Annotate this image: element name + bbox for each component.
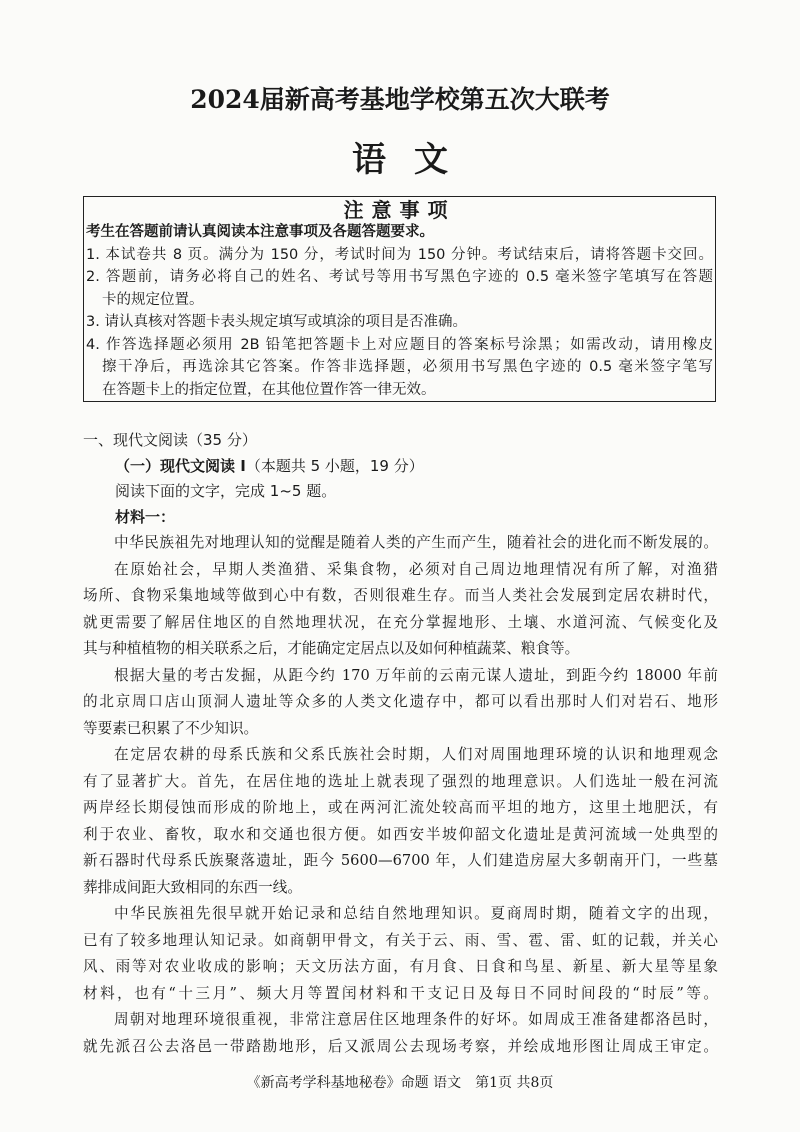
notice-item: 擦干净后，再选涂其它答案。作答非选择题，必须用书写黑色字迹的 0.5 毫米签字笔写 [102,359,713,375]
subject-title: 语文 [352,140,476,180]
exam-title: 2024届新高考基地学校第五次大联考 [190,85,610,114]
text-line: 葬排成间距大致相同的东西一线。 [83,878,302,896]
section-heading: 一、现代文阅读（35 分） [83,431,257,449]
notice-heading: 注意事项 [343,198,456,222]
notice-box [83,196,716,402]
reading-section [83,428,718,1060]
text-line: 新石器时代母系氏族聚落遗址，距今 5600—6700 年，人们建造房屋大多朝南开门，一些墓 [83,852,718,869]
text-line: 已有了较多地理认知记录。如商朝甲骨文，有关于云、雨、雪、雹、雷、虹的记载，并关心 [83,931,718,949]
notice-intro: 考生在答题前请认真阅读本注意事项及各题答题要求。 [86,224,434,240]
text-line: 风、雨等对农业收成的影响；天文历法方面，有月食、日食和鸟星、新星、新大星等星象 [83,958,718,975]
text-line: 场所、食物采集地域等做到心中有数，否则很难生存。而当人类社会发展到定居农耕时代， [83,587,718,604]
text-line: 就先派召公去洛邑一带踏勘地形，后又派周公去现场考察，并绘成地形图让周成王审定。 [83,1037,718,1055]
notice-item: 4. 作答选择题必须用 2B 铅笔把答题卡上对应题目的答案标号涂黑；如需改动，请用橡皮 [86,336,713,353]
notice-item: 2. 答题前，请务必将自己的姓名、考试号等用书写黑色字迹的 0.5 毫米签字笔填写在答题 [86,269,713,285]
subsection-heading [83,454,718,480]
text-line: 中华民族祖先对地理认知的觉醒是随着人类的产生而产生，随着社会的进化而不断发展的。 [114,534,718,551]
subsection-title: （一）现代文阅读 I [115,456,246,475]
text-line: 的北京周口店山顶洞人遗址等众多的人类文化遗存中，都可以看出那时人们对岩石、地形 [83,693,718,710]
notice-item: 1. 本试卷共 8 页。满分为 150 分，考试时间为 150 分钟。考试结束后，请将答题卡交回。 [86,246,713,263]
notice-item: 在答题卡上的指定位置，在其他位置作答一律无效。 [102,381,436,398]
material-text [83,530,718,1060]
text-line: 根据大量的考古发掘，从距今约 170 万年前的云南元谋人遗址，到距今约 18000 年前 [114,666,718,684]
text-line: 有了显著扩大。首先，在居住地的选址上就表现了强烈的地理意识。人们选址一般在河流 [83,772,718,790]
text-line: 周朝对地理环境很重视，非常注意居住区地理条件的好坏。如周成王准备建都洛邑时， [114,1011,718,1028]
text-line: 两岸经长期侵蚀而形成的阶地上，或在两河汇流处较高而平坦的地方，这里土地肥沃，有 [83,799,718,816]
notice-item: 3. 请认真核对答题卡表头规定填写或填涂的项目是否准确。 [86,314,467,330]
instruction: 阅读下面的文字，完成 1~5 题。 [115,482,337,500]
text-line: 就更需要了解居住地区的自然地理状况，在充分掌握地形、土壤、水道河流、气候变化及 [83,613,718,631]
text-line: 在定居农耕的母系氏族和父系氏族社会时期，人们对周围地理环境的认识和地理观念 [114,746,718,763]
text-line: 利于农业、畜牧，取水和交通也很方便。如西安半坡仰韶文化遗址是黄河流域一处典型的 [83,825,718,843]
text-line: 材料，也有“十三月”、频大月等置闰材料和干支记日及每日不同时间段的“时辰”等。 [83,984,718,1002]
material-label: 材料一： [115,507,176,526]
text-line: 中华民族祖先很早就开始记录和总结自然地理知识。夏商周时期，随着文字的出现， [114,905,718,922]
notice-list [86,244,713,402]
text-line: 其与种植植物的相关联系之后，才能确定定居点以及如何种植蔬菜、粮食等。 [83,640,580,657]
text-line: 在原始社会，早期人类渔猎、采集食物，必须对自己周边地理情况有所了解，对渔猎 [114,560,718,578]
text-line: 等要素已积累了不少知识。 [83,719,259,737]
page-footer: 《新高考学科基地秘卷》命题 语文 第1页 共8页 [246,1075,554,1091]
notice-item: 卡的规定位置。 [102,291,204,308]
subsection-note: （本题共 5 小题，19 分） [245,456,424,475]
